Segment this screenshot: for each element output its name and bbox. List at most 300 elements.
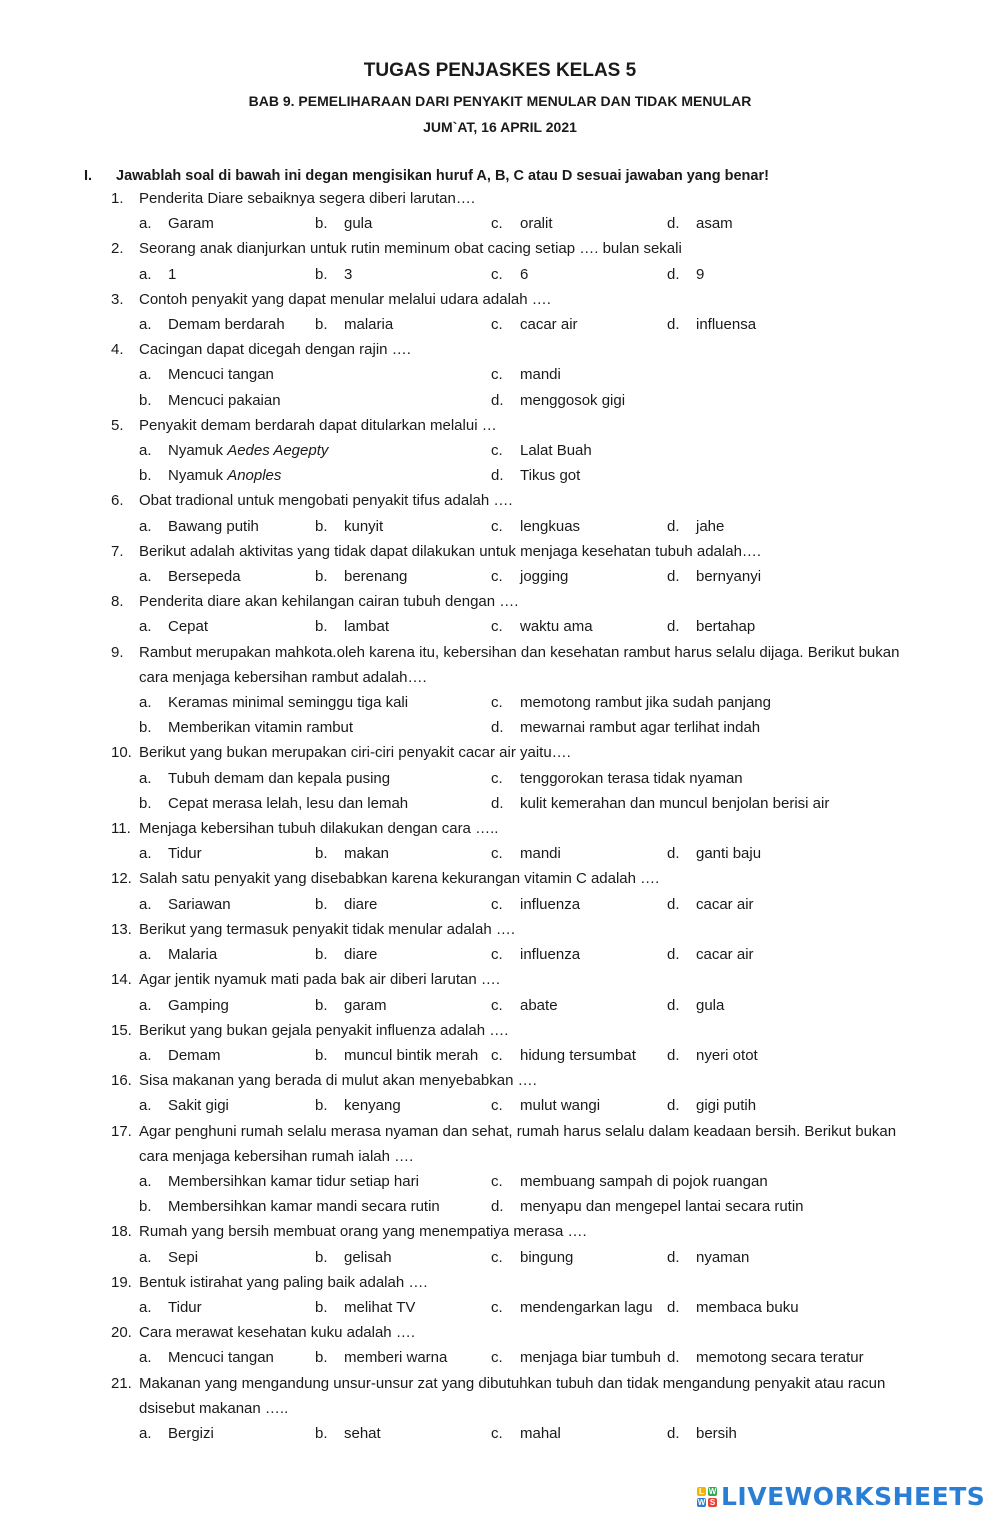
option-text: Nyamuk [168,442,228,460]
option-text: Mencuci tangan [168,1349,274,1367]
options-row [0,312,1000,337]
answer-option[interactable] [139,262,315,287]
answer-option[interactable] [491,463,843,488]
question-line [0,287,1000,312]
question-line [0,1270,1000,1295]
answer-option[interactable] [139,614,315,639]
option-text: diare [344,895,378,913]
answer-option[interactable] [667,1245,843,1270]
question-text: Penyakit demam berdarah dapat ditularkan melalui … [139,416,497,434]
option-letter: a. [139,1046,152,1064]
answer-option[interactable] [139,211,315,236]
option-letter: a. [139,568,152,586]
option-text: memotong rambut jika sudah panjang [520,694,771,712]
option-text: malaria [344,316,394,334]
option-text: mandi [520,845,561,863]
question-number-label: 8. [111,593,124,611]
option-letter: c. [491,1046,503,1064]
answer-option[interactable] [491,715,843,740]
question-item [0,287,1000,337]
answer-option[interactable] [491,1043,667,1068]
options-row [0,564,1000,589]
question-line [0,488,1000,513]
question-text: Cacingan dapat dicegah dengan rajin …. [139,341,411,359]
logo-mark-tile: S [709,1497,716,1507]
answer-option[interactable] [139,791,491,816]
question-number-label: 14. [111,971,132,989]
option-text: Mencuci tangan [168,366,274,384]
question-line [0,186,1000,211]
question-text: Penderita Diare sebaiknya segera diberi larutan…. [139,190,476,207]
option-text-italic: Anoples [227,467,282,485]
answer-option[interactable] [139,388,491,413]
answer-option[interactable] [139,690,491,715]
option-text: Tidur [168,1298,202,1316]
option-letter: d. [667,1424,680,1442]
question-number-label: 16. [111,1072,132,1090]
option-letter: b. [315,1349,328,1367]
options-row [0,514,1000,539]
question-number [0,1119,139,1169]
option-letter: c. [491,366,503,384]
section-numeral: I. [84,168,93,184]
answer-option[interactable] [139,514,315,539]
question-item [0,1371,1000,1447]
question-text: Rumah yang bersih membuat orang yang menempatiya merasa …. [139,1223,587,1241]
answer-option[interactable] [315,262,491,287]
question-text: Sisa makanan yang berada di mulut akan menyebabkan …. [139,1072,537,1090]
option-letter: a. [139,769,152,787]
question-text: Makanan yang mengandung unsur-unsur zat yang dibutuhkan tubuh dan tidak mengandung penyakit atau racun dsisebut makanan ….. [139,1374,886,1417]
option-letter: d. [491,794,504,812]
option-text: Lalat Buah [520,442,592,460]
option-text: mewarnai rambut agar terlihat indah [520,719,761,737]
option-text: gigi putih [696,1097,757,1115]
question-line [0,917,1000,942]
answer-option[interactable] [667,211,843,236]
answer-option[interactable] [491,362,843,387]
option-letter: d. [667,316,680,334]
option-letter: c. [491,769,503,787]
options-row [0,262,1000,287]
question-number [0,413,139,438]
options-row [0,1295,1000,1320]
option-letter: a. [139,946,152,964]
logo-mark-tile: W [708,1486,717,1496]
answer-option[interactable] [139,766,491,791]
option-letter: c. [491,316,503,334]
option-letter: d. [667,895,680,913]
answer-option[interactable] [667,892,843,917]
option-letter: d. [667,1097,680,1115]
option-text: menggosok gigi [520,391,626,409]
option-text: menyapu dan mengepel lantai secara rutin [520,1198,804,1216]
answer-option[interactable] [139,942,315,967]
question-text: Berikut yang bukan merupakan ciri-ciri penyakit cacar air yaitu…. [139,744,571,762]
question-text: Contoh penyakit yang dapat menular melalui udara adalah …. [139,290,551,308]
option-letter: d. [667,618,680,636]
question-number-label: 6. [111,492,124,510]
option-letter: b. [139,719,152,737]
answer-option[interactable] [491,514,667,539]
answer-option[interactable] [315,614,491,639]
option-letter: a. [139,1349,152,1367]
answer-option[interactable] [139,1345,315,1370]
option-letter: c. [491,996,503,1014]
option-text: cacar air [520,316,578,334]
question-number [0,640,139,690]
option-text: Tubuh demam dan kepala pusing [168,769,391,787]
answer-option[interactable] [139,841,315,866]
option-text: Memberikan vitamin rambut [168,719,354,737]
answer-option[interactable] [491,1093,667,1118]
question-number [0,236,139,261]
option-letter: b. [315,618,328,636]
answer-option[interactable] [315,892,491,917]
option-text: Bersepeda [168,568,241,586]
answer-option[interactable] [491,564,667,589]
option-text: mahal [520,1424,561,1442]
option-letter: c. [491,568,503,586]
question-item [0,1270,1000,1320]
question-number-label: 1. [111,190,124,207]
option-letter: d. [491,467,504,485]
option-letter: d. [491,1198,504,1216]
logo-text: LIVEWORKSHEETS [721,1482,986,1511]
answer-option[interactable] [667,1421,843,1446]
answer-option[interactable] [139,1421,315,1446]
option-text: 6 [520,265,529,283]
option-text: Tikus got [520,467,581,485]
option-letter: d. [667,1248,680,1266]
answer-option[interactable] [667,614,843,639]
answer-option[interactable] [315,1345,491,1370]
question-text: Rambut merupakan mahkota.oleh karena itu, kebersihan dan kesehatan rambut harus selalu dijaga. Berikut bukan cara menjaga kebersihan rambut adalah…. [139,643,900,686]
option-text: melihat TV [344,1298,416,1316]
question-number [0,740,139,765]
option-text: hidung tersumbat [520,1046,636,1064]
option-letter: b. [315,1424,328,1442]
question-text: Berikut adalah aktivitas yang tidak dapat dilakukan untuk menjaga kesehatan tubuh adalah…. [139,542,762,560]
question-number [0,816,139,841]
option-text: gelisah [344,1248,392,1266]
option-letter: d. [667,1046,680,1064]
options-row [0,892,1000,917]
options-row [0,614,1000,639]
answer-option[interactable] [139,564,315,589]
option-letter: a. [139,996,152,1014]
option-letter: b. [139,794,152,812]
question-item [0,1320,1000,1370]
option-letter: a. [139,442,152,460]
option-letter: a. [139,265,152,283]
option-letter: c. [491,895,503,913]
question-line [0,740,1000,765]
option-text: Membersihkan kamar tidur setiap hari [168,1172,419,1190]
option-text: garam [344,996,387,1014]
option-text: memberi warna [344,1349,448,1367]
answer-option[interactable] [491,766,843,791]
option-text: mulut wangi [520,1097,601,1115]
answer-option[interactable] [667,841,843,866]
option-letter: c. [491,946,503,964]
answer-option[interactable] [315,312,491,337]
question-item [0,186,1000,236]
answer-option[interactable] [315,1295,491,1320]
option-letter: d. [491,719,504,737]
question-line [0,337,1000,362]
question-number-label: 11. [111,820,131,838]
answer-option[interactable] [667,993,843,1018]
answer-option[interactable] [315,993,491,1018]
answer-option[interactable] [491,841,667,866]
question-item [0,917,1000,967]
answer-option[interactable] [315,1043,491,1068]
question-number-label: 9. [111,643,124,661]
question-number [0,1270,139,1295]
option-letter: b. [139,467,152,485]
options-row [0,362,1000,387]
option-letter: d. [667,215,680,233]
options-row [0,463,1000,488]
option-letter: c. [491,1172,503,1190]
option-text: jahe [696,517,725,535]
answer-option[interactable] [491,438,843,463]
question-number-label: 20. [111,1324,132,1342]
question-number [0,917,139,942]
question-number-label: 5. [111,416,124,434]
options-row [0,841,1000,866]
answer-option[interactable] [491,791,843,816]
answer-option[interactable] [139,892,315,917]
option-letter: b. [315,895,328,913]
option-text: Cepat [168,618,209,636]
answer-option[interactable] [139,1169,491,1194]
option-text: Sepi [168,1248,199,1266]
answer-option[interactable] [139,715,491,740]
option-letter: b. [315,996,328,1014]
option-text: Sariawan [168,895,231,913]
answer-option[interactable] [491,892,667,917]
answer-option[interactable] [315,211,491,236]
option-text: Garam [168,215,214,233]
option-letter: a. [139,618,152,636]
option-text: lengkuas [520,517,581,535]
option-text: kunyit [344,517,384,535]
answer-option[interactable] [139,993,315,1018]
question-text: Bentuk istirahat yang paling baik adalah …. [139,1273,428,1291]
answer-option[interactable] [491,614,667,639]
answer-option[interactable] [315,1421,491,1446]
option-text: membuang sampah di pojok ruangan [520,1172,768,1190]
option-text: oralit [520,215,553,233]
question-item [0,236,1000,286]
logo-mark-icon [697,1487,717,1507]
question-line [0,1018,1000,1043]
answer-option[interactable] [139,312,315,337]
option-letter: b. [315,568,328,586]
option-letter: a. [139,1424,152,1442]
question-number [0,539,139,564]
answer-option[interactable] [667,262,843,287]
answer-option[interactable] [139,463,491,488]
answer-option[interactable] [667,1093,843,1118]
answer-option[interactable] [491,1295,667,1320]
question-item [0,740,1000,816]
question-line [0,967,1000,992]
option-text: sehat [344,1424,381,1442]
answer-option[interactable] [315,1245,491,1270]
question-line [0,413,1000,438]
answer-option[interactable] [491,312,667,337]
option-text: Sakit gigi [168,1097,229,1115]
question-number-label: 15. [111,1021,132,1039]
option-letter: d. [667,265,680,283]
answer-option[interactable] [491,211,667,236]
option-letter: b. [315,946,328,964]
answer-option[interactable] [667,1295,843,1320]
option-text: cacar air [696,895,754,913]
logo-mark-tile: L [697,1487,706,1496]
answer-option[interactable] [315,1093,491,1118]
answer-option[interactable] [139,1093,315,1118]
answer-option[interactable] [315,841,491,866]
option-text: memotong secara teratur [696,1349,864,1367]
question-line [0,1068,1000,1093]
answer-option[interactable] [667,312,843,337]
option-text: 3 [344,265,353,283]
answer-option[interactable] [667,1043,843,1068]
option-text: bersih [696,1424,737,1442]
answer-option[interactable] [139,1245,315,1270]
question-text: Obat tradional untuk mengobati penyakit tifus adalah …. [139,492,513,510]
answer-option[interactable] [139,1295,315,1320]
option-text: influensa [696,316,757,334]
option-text: 9 [696,265,705,283]
answer-option[interactable] [491,690,843,715]
answer-option[interactable] [139,438,491,463]
question-number [0,967,139,992]
answer-option[interactable] [491,262,667,287]
option-letter: c. [491,265,503,283]
option-text: kulit kemerahan dan muncul benjolan berisi air [520,794,830,812]
question-number-label: 21. [111,1374,132,1392]
answer-option[interactable] [667,1345,864,1370]
question-item [0,413,1000,489]
option-text: makan [344,845,390,863]
question-item [0,488,1000,538]
answer-option[interactable] [491,993,667,1018]
answer-option[interactable] [667,564,843,589]
option-text: influenza [520,946,581,964]
answer-option[interactable] [491,1169,843,1194]
question-number-label: 2. [111,240,124,258]
options-row [0,1245,1000,1270]
question-number-label: 19. [111,1273,132,1291]
question-number-label: 13. [111,920,132,938]
option-letter: c. [491,442,503,460]
question-line [0,539,1000,564]
answer-option[interactable] [491,1245,667,1270]
option-letter: d. [667,1298,680,1316]
question-text: Penderita diare akan kehilangan cairan tubuh dengan …. [139,593,519,611]
question-line [0,1371,1000,1421]
answer-option[interactable] [315,514,491,539]
answer-option[interactable] [139,362,491,387]
option-letter: a. [139,895,152,913]
options-row [0,1421,1000,1446]
answer-option[interactable] [491,942,667,967]
options-row [0,942,1000,967]
option-text: bertahap [696,618,756,636]
option-text: Keramas minimal seminggu tiga kali [168,694,409,712]
option-text: Mencuci pakaian [168,391,281,409]
option-text: Membersihkan kamar mandi secara rutin [168,1198,440,1216]
section-instruction [84,168,769,184]
option-text: cacar air [696,946,754,964]
question-item [0,337,1000,413]
answer-option[interactable] [491,1421,667,1446]
question-number-label: 4. [111,341,124,359]
option-letter: d. [667,845,680,863]
option-letter: c. [491,694,503,712]
question-number [0,1018,139,1043]
option-letter: b. [315,517,328,535]
option-letter: d. [667,568,680,586]
answer-option[interactable] [667,514,843,539]
question-text: Agar penghuni rumah selalu merasa nyaman dan sehat, rumah harus selalu dalam keadaan bersih. Berikut bukan cara menjaga kebersihan rumah ialah …. [139,1122,897,1165]
option-text: Demam berdarah [168,316,285,334]
option-letter: a. [139,1248,152,1266]
answer-option[interactable] [315,564,491,589]
answer-option[interactable] [139,1043,315,1068]
worksheet-title: TUGAS PENJASKES KELAS 5 [363,60,637,81]
option-text: Bawang putih [168,517,259,535]
option-letter: d. [667,996,680,1014]
option-text: membaca buku [696,1298,799,1316]
option-text-italic: Aedes Aegepty [227,442,329,460]
question-text: Agar jentik nyamuk mati pada bak air diberi larutan …. [139,971,501,989]
option-letter: c. [491,618,503,636]
option-text: bernyanyi [696,568,762,586]
option-letter: c. [491,215,503,233]
option-letter: b. [315,1097,328,1115]
question-number-label: 17. [111,1122,132,1140]
option-letter: a. [139,845,152,863]
answer-option[interactable] [139,1194,491,1219]
question-text: Berikut yang bukan gejala penyakit influenza adalah …. [139,1021,509,1039]
option-text: jogging [520,568,569,586]
question-number [0,1371,139,1421]
option-letter: c. [491,1424,503,1442]
option-letter: c. [491,1298,503,1316]
option-text: Nyamuk [168,467,228,485]
option-text: nyaman [696,1248,750,1266]
answer-option[interactable] [315,942,491,967]
question-text: Salah satu penyakit yang disebabkan karena kekurangan vitamin C adalah …. [139,870,660,888]
option-text: berenang [344,568,408,586]
options-row [0,1345,1000,1370]
options-row [0,993,1000,1018]
answer-option[interactable] [491,388,843,413]
question-item [0,1068,1000,1118]
answer-option[interactable] [491,1345,667,1370]
answer-option[interactable] [667,942,843,967]
option-letter: c. [491,517,503,535]
answer-option[interactable] [491,1194,843,1219]
option-letter: c. [491,1248,503,1266]
question-number [0,589,139,614]
